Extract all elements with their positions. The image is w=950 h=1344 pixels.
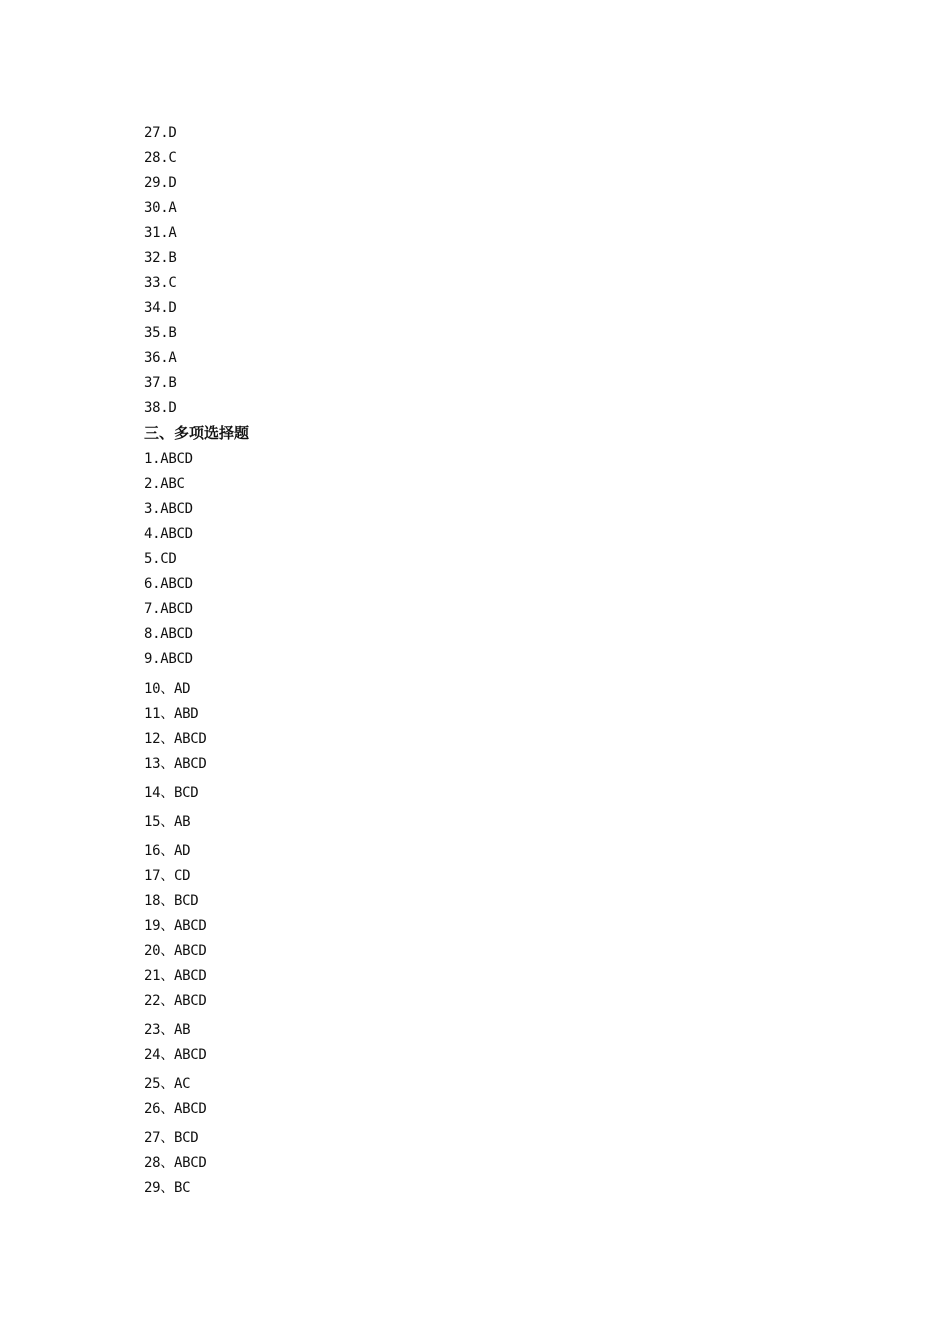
answer-line: 2.ABC [144, 476, 185, 492]
answer-line: 19、ABCD [144, 918, 207, 934]
answer-line: 18、BCD [144, 893, 199, 909]
answer-line: 16、AD [144, 843, 191, 859]
answer-line: 35.B [144, 325, 177, 341]
answer-line: 29.D [144, 175, 177, 191]
answer-line: 4.ABCD [144, 526, 193, 542]
answer-line: 17、CD [144, 868, 191, 884]
answer-line: 25、AC [144, 1076, 191, 1092]
answer-line: 10、AD [144, 681, 191, 697]
answer-line: 33.C [144, 275, 177, 291]
answer-line: 20、ABCD [144, 943, 207, 959]
answer-line: 8.ABCD [144, 626, 193, 642]
answer-line: 12、ABCD [144, 731, 207, 747]
answer-line: 30.A [144, 200, 177, 216]
answer-line: 26、ABCD [144, 1101, 207, 1117]
answer-line: 6.ABCD [144, 576, 193, 592]
answer-line: 15、AB [144, 814, 191, 830]
answer-line: 29、BC [144, 1180, 191, 1196]
answer-line: 9.ABCD [144, 651, 193, 667]
answer-line: 27、BCD [144, 1130, 199, 1146]
answer-line: 3.ABCD [144, 501, 193, 517]
answer-line: 34.D [144, 300, 177, 316]
answer-line: 22、ABCD [144, 993, 207, 1009]
answer-line: 27.D [144, 125, 177, 141]
answer-line: 14、BCD [144, 785, 199, 801]
answer-line: 24、ABCD [144, 1047, 207, 1063]
answer-line: 21、ABCD [144, 968, 207, 984]
answer-line: 32.B [144, 250, 177, 266]
answer-line: 7.ABCD [144, 601, 193, 617]
answer-line: 1.ABCD [144, 451, 193, 467]
answer-line: 11、ABD [144, 706, 199, 722]
answer-line: 13、ABCD [144, 756, 207, 772]
section-heading: 三、多项选择题 [144, 424, 250, 442]
answer-line: 36.A [144, 350, 177, 366]
answer-line: 5.CD [144, 551, 177, 567]
answer-line: 23、AB [144, 1022, 191, 1038]
answer-line: 28、ABCD [144, 1155, 207, 1171]
answer-line: 37.B [144, 375, 177, 391]
answer-line: 38.D [144, 400, 177, 416]
answer-line: 31.A [144, 225, 177, 241]
answer-line: 28.C [144, 150, 177, 166]
